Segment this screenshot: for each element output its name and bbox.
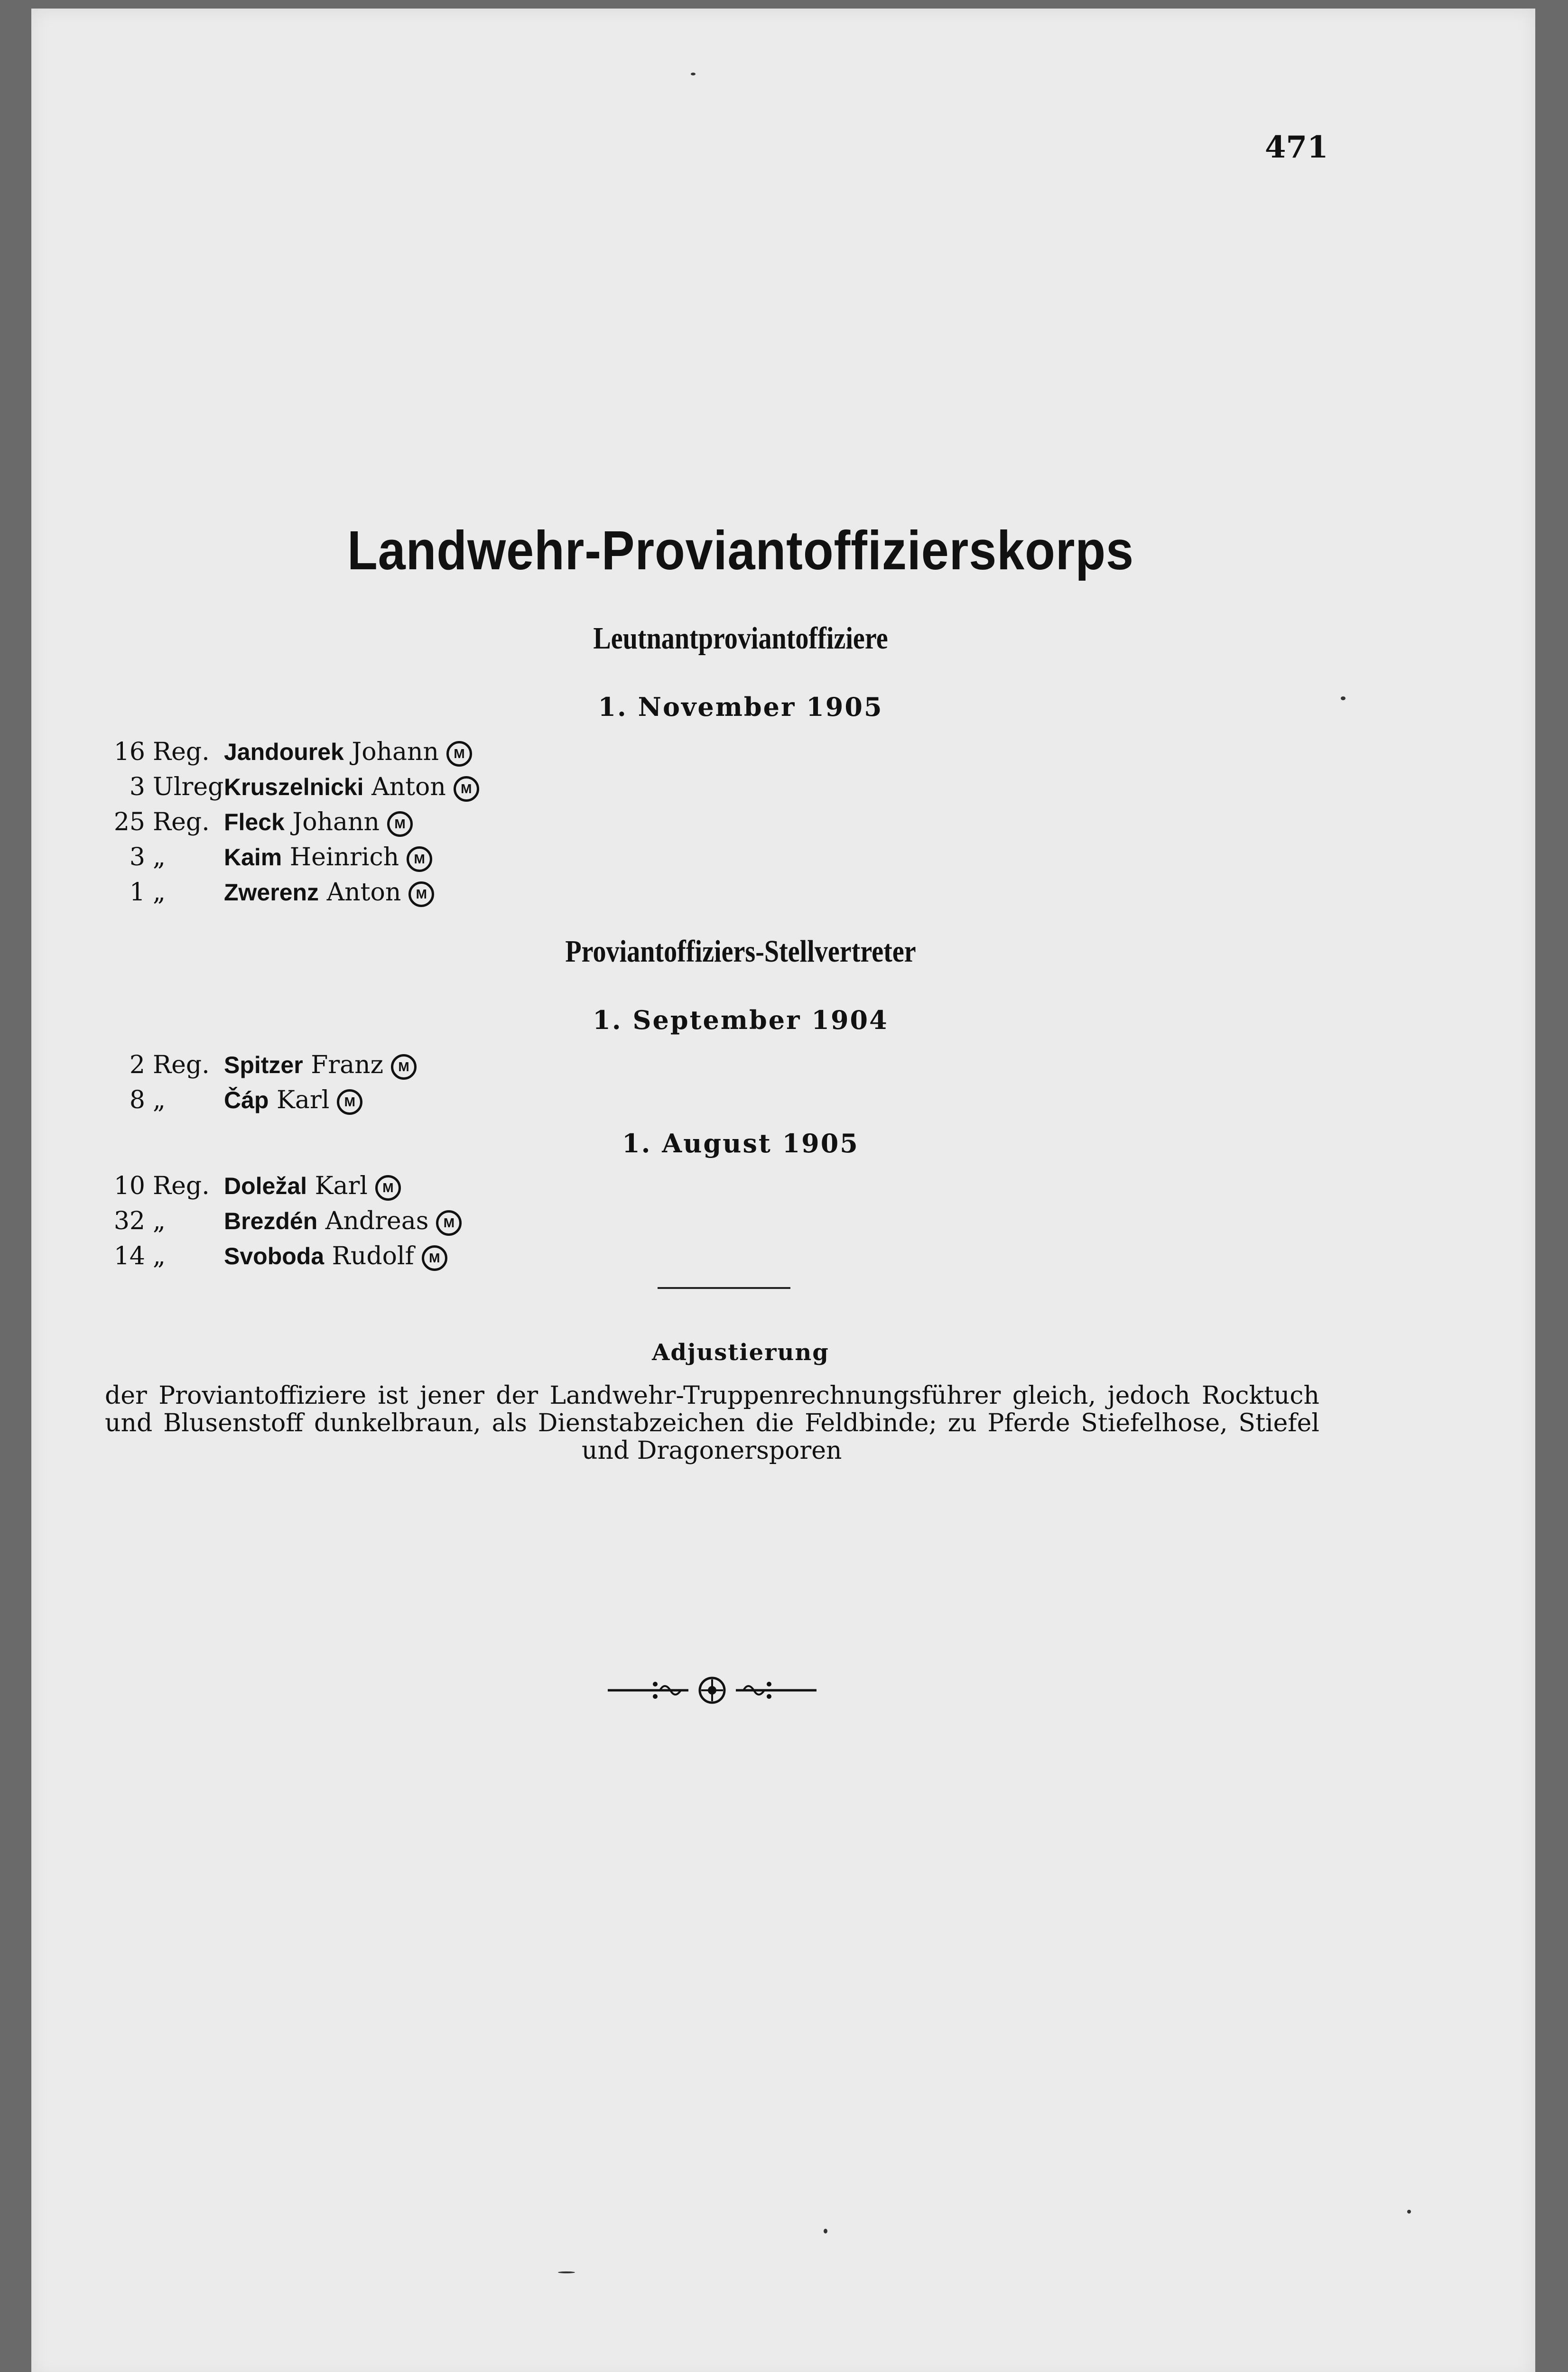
- unit-type: „: [153, 1086, 166, 1114]
- ornament-divider-icon: [608, 1674, 816, 1707]
- regiment-number: 2: [129, 1051, 145, 1079]
- m-badge-icon: M: [436, 1210, 462, 1236]
- date-heading: 1. August 1905: [622, 1128, 859, 1158]
- surname: Brezdén: [224, 1208, 318, 1234]
- list-item: [102, 840, 479, 875]
- surname: Svoboda: [224, 1243, 325, 1269]
- given-name: Johann: [352, 738, 439, 766]
- list-item: [102, 734, 479, 769]
- page-number: 471: [1265, 130, 1328, 165]
- list-item: [102, 1204, 462, 1239]
- regiment-number: 10: [113, 1172, 145, 1200]
- given-name: Rudolf: [332, 1242, 414, 1270]
- m-badge-icon: M: [408, 881, 434, 907]
- list-item: [102, 805, 479, 840]
- given-name: Heinrich: [289, 843, 399, 871]
- given-name: Karl: [277, 1086, 330, 1114]
- regiment-number: 1: [129, 878, 145, 907]
- unit-type: „: [153, 1207, 166, 1235]
- m-badge-icon: M: [454, 776, 479, 802]
- unit-type: „: [153, 878, 166, 907]
- unit-type: Reg.: [153, 808, 210, 836]
- entry-list: [102, 1047, 417, 1118]
- adjustierung-line-2: und Blusenstoff dunkelbraun, als Dienstabzeichen die Feldbinde; zu Pferde Stiefelhose, Stiefel: [105, 1409, 1319, 1437]
- date-heading: 1. November 1905: [598, 692, 883, 722]
- unit-type: Reg.: [153, 1172, 210, 1200]
- given-name: Anton: [371, 773, 446, 801]
- adjustierung-heading: Adjustierung: [652, 1339, 829, 1366]
- surname: Jandourek: [224, 739, 344, 765]
- list-item: [102, 875, 479, 910]
- paper-speck: [1341, 696, 1345, 700]
- m-badge-icon: M: [387, 811, 413, 837]
- list-item: [102, 769, 479, 805]
- date-heading: 1. September 1904: [593, 1005, 889, 1035]
- surname: Zwerenz: [224, 879, 319, 906]
- m-badge-icon: M: [391, 1054, 417, 1080]
- regiment-number: 32: [113, 1207, 145, 1235]
- adjustierung-line-3: und Dragonersporen: [582, 1436, 842, 1465]
- paper-speck: [558, 2271, 575, 2273]
- unit-type: „: [153, 843, 166, 871]
- paper-speck: [1407, 2210, 1411, 2214]
- given-name: Anton: [326, 878, 401, 907]
- unit-type: „: [153, 1242, 166, 1270]
- entry-list: [102, 734, 479, 910]
- list-item: [102, 1239, 462, 1274]
- given-name: Andreas: [325, 1207, 429, 1235]
- adjustierung-line-1: der Proviantoffiziere ist jener der Landwehr-Truppenrechnungsführer gleich, jedoch Rocktuch: [105, 1381, 1319, 1410]
- m-badge-icon: M: [337, 1089, 362, 1115]
- surname: Fleck: [224, 809, 285, 835]
- regiment-number: 16: [113, 738, 145, 766]
- unit-type: Reg.: [153, 738, 210, 766]
- paper-speck: [824, 2229, 827, 2233]
- surname: Doležal: [224, 1173, 307, 1199]
- page-title: Landwehr-Proviantoffizierskorps: [347, 519, 1134, 581]
- list-item: [102, 1083, 417, 1118]
- m-badge-icon: M: [446, 741, 472, 767]
- unit-type: Ulreg.: [153, 773, 232, 801]
- surname: Kruszelnicki: [224, 774, 364, 800]
- regiment-number: 3: [129, 773, 145, 801]
- list-item: [102, 1047, 417, 1083]
- surname: Kaim: [224, 844, 282, 871]
- surname: Čáp: [224, 1087, 269, 1113]
- m-badge-icon: M: [407, 846, 432, 872]
- given-name: Karl: [315, 1172, 368, 1200]
- m-badge-icon: M: [422, 1245, 447, 1271]
- document-page: [31, 9, 1535, 2372]
- given-name: Johann: [292, 808, 380, 836]
- m-badge-icon: M: [375, 1175, 401, 1201]
- section-heading-leutnant: Leutnantproviantoffiziere: [593, 621, 888, 656]
- list-item: [102, 1168, 462, 1204]
- given-name: Franz: [311, 1051, 384, 1079]
- regiment-number: 14: [113, 1242, 145, 1270]
- surname: Spitzer: [224, 1052, 303, 1078]
- unit-type: Reg.: [153, 1051, 210, 1079]
- paper-speck: [691, 73, 696, 75]
- entry-list: [102, 1168, 462, 1274]
- section-heading-stellvertreter: Proviantoffiziers-Stellvertreter: [565, 934, 916, 969]
- regiment-number: 8: [129, 1086, 145, 1114]
- regiment-number: 25: [113, 808, 145, 836]
- section-divider: [658, 1287, 790, 1289]
- regiment-number: 3: [129, 843, 145, 871]
